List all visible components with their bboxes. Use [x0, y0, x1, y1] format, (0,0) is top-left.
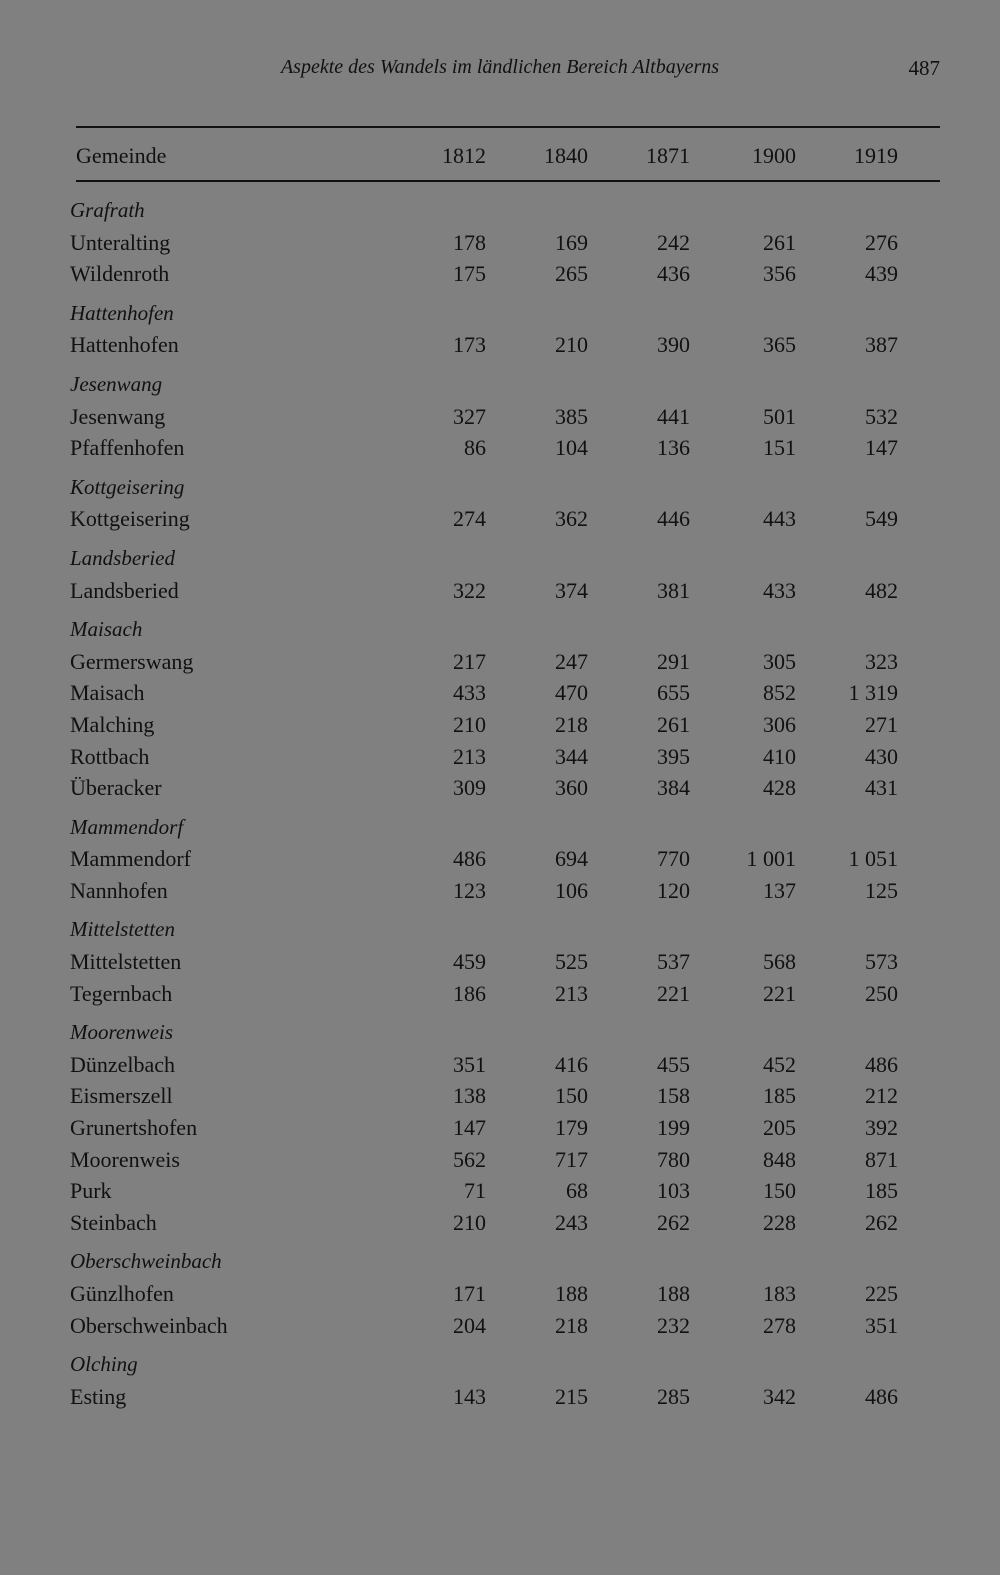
population-cell-1812: 433 [453, 680, 486, 706]
population-cell-1812: 210 [453, 711, 486, 737]
population-cell-1871: 262 [657, 1209, 690, 1235]
population-cell-1812: 327 [453, 403, 486, 429]
population-cell-1840: 179 [555, 1115, 588, 1141]
population-cell-1840: 694 [555, 846, 588, 872]
population-cell-1812: 351 [453, 1051, 486, 1077]
population-cell-1900: 428 [763, 775, 796, 801]
place-name: Maisach [70, 680, 145, 706]
table-header [76, 141, 940, 171]
place-name: Malching [70, 711, 155, 737]
table-row [0, 876, 1000, 908]
population-cell-1900: 342 [763, 1383, 796, 1409]
group-title: Moorenweis [70, 1020, 174, 1045]
place-name: Rottbach [70, 743, 150, 769]
population-cell-1812: 186 [453, 980, 486, 1006]
place-name: Überacker [70, 775, 162, 801]
group-title-row [0, 299, 1000, 331]
municipality-group [0, 915, 1000, 1010]
population-cell-1840: 150 [555, 1083, 588, 1109]
population-cell-1840: 215 [555, 1383, 588, 1409]
population-cell-1871: 232 [657, 1312, 690, 1338]
place-name: Oberschweinbach [70, 1312, 228, 1338]
population-cell-1871: 285 [657, 1383, 690, 1409]
population-cell-1900: 261 [763, 229, 796, 255]
group-title-row [0, 370, 1000, 402]
population-cell-1919: 225 [865, 1281, 898, 1306]
population-cell-1919: 439 [865, 261, 898, 287]
place-name: Landsberied [70, 577, 179, 603]
population-cell-1919: 486 [865, 1051, 898, 1077]
table-row [0, 228, 1000, 260]
population-cell-1919: 392 [865, 1115, 898, 1141]
municipality-group [0, 544, 1000, 607]
population-cell-1871: 261 [657, 711, 690, 737]
population-cell-1840: 104 [555, 435, 588, 461]
population-cell-1900: 433 [763, 577, 796, 603]
table-row [0, 710, 1000, 742]
population-cell-1919: 262 [865, 1209, 898, 1235]
municipality-group [0, 196, 1000, 291]
group-title: Hattenhofen [70, 300, 174, 325]
population-cell-1900: 365 [763, 332, 796, 358]
place-name: Tegernbach [70, 980, 173, 1006]
population-cell-1840: 169 [555, 229, 588, 255]
population-cell-1919: 431 [865, 775, 898, 801]
population-cell-1840: 362 [555, 506, 588, 532]
table-row [0, 1311, 1000, 1343]
population-cell-1812: 138 [453, 1083, 486, 1109]
table-row [0, 647, 1000, 679]
group-title-row [0, 1350, 1000, 1382]
page-number: 487 [908, 56, 940, 80]
population-cell-1900: 852 [763, 680, 796, 706]
population-cell-1840: 213 [555, 980, 588, 1006]
population-cell-1812: 309 [453, 775, 486, 801]
group-title: Kottgeisering [70, 474, 185, 499]
population-cell-1840: 210 [555, 332, 588, 358]
population-cell-1871: 158 [657, 1083, 690, 1109]
population-cell-1871: 199 [657, 1115, 690, 1141]
population-cell-1900: 452 [763, 1051, 796, 1077]
municipality-group [0, 615, 1000, 805]
population-cell-1919: 323 [865, 648, 898, 674]
place-name: Purk [70, 1178, 112, 1204]
population-cell-1871: 384 [657, 775, 690, 801]
population-cell-1919: 250 [865, 980, 898, 1006]
group-title-row [0, 915, 1000, 947]
population-cell-1900: 228 [763, 1209, 796, 1235]
population-cell-1919: 532 [865, 403, 898, 429]
group-title-row [0, 473, 1000, 505]
population-cell-1812: 143 [453, 1383, 486, 1409]
place-name: Grunertshofen [70, 1115, 198, 1141]
population-cell-1840: 243 [555, 1209, 588, 1235]
group-title: Grafrath [70, 198, 145, 222]
population-cell-1840: 68 [566, 1178, 588, 1204]
population-cell-1871: 120 [657, 877, 690, 903]
column-header-1812: 1812 [442, 143, 486, 168]
population-cell-1812: 322 [453, 577, 486, 603]
population-cell-1900: 848 [763, 1146, 796, 1172]
table-row [0, 979, 1000, 1011]
population-cell-1840: 385 [555, 403, 588, 429]
population-cell-1812: 213 [453, 743, 486, 769]
population-cell-1900: 306 [763, 711, 796, 737]
group-title: Landsberied [70, 545, 175, 570]
population-cell-1812: 147 [453, 1115, 486, 1141]
population-cell-1900: 410 [763, 743, 796, 769]
population-cell-1840: 106 [555, 877, 588, 903]
population-cell-1919: 482 [865, 577, 898, 603]
population-cell-1919: 212 [865, 1083, 898, 1109]
population-cell-1919: 185 [865, 1178, 898, 1204]
population-cell-1900: 356 [763, 261, 796, 287]
running-title: Aspekte des Wandels im ländlichen Bereich Altbayerns [280, 56, 720, 78]
population-cell-1840: 374 [555, 577, 588, 603]
place-name: Steinbach [70, 1209, 157, 1235]
municipality-group [0, 813, 1000, 908]
population-cell-1871: 780 [657, 1146, 690, 1172]
column-header-1840: 1840 [544, 143, 588, 168]
population-cell-1900: 183 [763, 1281, 796, 1306]
population-cell-1840: 344 [555, 743, 588, 769]
table-row [0, 1176, 1000, 1208]
table-row [0, 947, 1000, 979]
place-name: Kottgeisering [70, 506, 190, 532]
population-cell-1812: 217 [453, 648, 486, 674]
table-header-rule [76, 180, 940, 182]
place-name: Mittelstetten [70, 949, 182, 975]
population-cell-1871: 390 [657, 332, 690, 358]
population-cell-1900: 1 001 [746, 846, 796, 872]
group-title-row [0, 813, 1000, 845]
population-cell-1840: 218 [555, 711, 588, 737]
place-name: Günzlhofen [70, 1281, 174, 1306]
group-title-row [0, 615, 1000, 647]
population-cell-1812: 175 [453, 261, 486, 287]
place-name: Hattenhofen [70, 332, 179, 358]
population-cell-1900: 150 [763, 1178, 796, 1204]
place-name: Dünzelbach [70, 1051, 176, 1077]
population-cell-1871: 291 [657, 648, 690, 674]
population-cell-1812: 171 [453, 1281, 486, 1306]
population-cell-1871: 446 [657, 506, 690, 532]
table-row [0, 844, 1000, 876]
population-cell-1871: 455 [657, 1051, 690, 1077]
table-row [0, 1208, 1000, 1240]
population-cell-1840: 265 [555, 261, 588, 287]
group-title: Olching [70, 1352, 138, 1377]
municipality-group [0, 370, 1000, 465]
population-cell-1919: 351 [865, 1312, 898, 1338]
group-title-row [0, 1018, 1000, 1050]
table-row [0, 742, 1000, 774]
population-cell-1812: 274 [453, 506, 486, 532]
population-cell-1812: 173 [453, 332, 486, 358]
table-row [0, 678, 1000, 710]
column-header-1871: 1871 [646, 143, 690, 168]
table-top-rule [76, 126, 940, 128]
population-cell-1871: 441 [657, 403, 690, 429]
place-name: Jesenwang [70, 403, 166, 429]
population-cell-1840: 188 [555, 1281, 588, 1306]
place-name: Unteralting [70, 229, 171, 255]
group-title-row [0, 196, 1000, 228]
population-cell-1919: 125 [865, 877, 898, 903]
group-title: Jesenwang [70, 371, 163, 396]
population-cell-1840: 525 [555, 949, 588, 975]
population-cell-1919: 871 [865, 1146, 898, 1172]
population-cell-1840: 360 [555, 775, 588, 801]
population-cell-1871: 188 [657, 1281, 690, 1306]
population-cell-1871: 395 [657, 743, 690, 769]
group-title-row [0, 1247, 1000, 1279]
population-cell-1812: 71 [464, 1178, 486, 1204]
table-body [0, 196, 1000, 1421]
table-row [0, 402, 1000, 434]
population-cell-1871: 242 [657, 229, 690, 255]
population-cell-1812: 486 [453, 846, 486, 872]
population-cell-1900: 137 [763, 877, 796, 903]
table-row [0, 773, 1000, 805]
population-cell-1900: 205 [763, 1115, 796, 1141]
column-header-1919: 1919 [854, 143, 898, 168]
population-cell-1871: 655 [657, 680, 690, 706]
table-row [0, 330, 1000, 362]
group-title: Mittelstetten [70, 917, 175, 942]
population-cell-1812: 459 [453, 949, 486, 975]
table-row [0, 433, 1000, 465]
table-row [0, 1081, 1000, 1113]
place-name: Eismerszell [70, 1083, 173, 1109]
table-row [0, 504, 1000, 536]
place-name: Wildenroth [70, 261, 170, 287]
group-title: Mammendorf [70, 814, 184, 839]
municipality-group [0, 473, 1000, 536]
table-row [0, 1382, 1000, 1414]
population-cell-1812: 562 [453, 1146, 486, 1172]
population-cell-1919: 271 [865, 711, 898, 737]
population-cell-1840: 470 [555, 680, 588, 706]
group-title: Oberschweinbach [70, 1249, 222, 1274]
population-cell-1812: 178 [453, 229, 486, 255]
population-cell-1919: 276 [865, 229, 898, 255]
group-title-row [0, 544, 1000, 576]
population-cell-1900: 221 [763, 980, 796, 1006]
population-cell-1919: 387 [865, 332, 898, 358]
population-cell-1919: 549 [865, 506, 898, 532]
column-header-1900: 1900 [752, 143, 796, 168]
population-cell-1840: 416 [555, 1051, 588, 1077]
population-cell-1840: 218 [555, 1312, 588, 1338]
place-name: Mammendorf [70, 846, 191, 872]
population-cell-1812: 123 [453, 877, 486, 903]
population-cell-1900: 443 [763, 506, 796, 532]
municipality-group [0, 1350, 1000, 1413]
place-name: Nannhofen [70, 877, 168, 903]
table-row [0, 1145, 1000, 1177]
table-row [0, 259, 1000, 291]
table-row [0, 1279, 1000, 1311]
municipality-group [0, 299, 1000, 362]
place-name: Pfaffenhofen [70, 435, 185, 461]
population-cell-1900: 568 [763, 949, 796, 975]
population-cell-1871: 136 [657, 435, 690, 461]
population-cell-1871: 221 [657, 980, 690, 1006]
population-cell-1919: 573 [865, 949, 898, 975]
population-cell-1840: 717 [555, 1146, 588, 1172]
column-header-gemeinde: Gemeinde [76, 143, 167, 168]
table-row [0, 1050, 1000, 1082]
population-cell-1900: 278 [763, 1312, 796, 1338]
population-cell-1919: 486 [865, 1383, 898, 1409]
group-title: Maisach [70, 617, 143, 642]
municipality-group [0, 1018, 1000, 1239]
population-cell-1871: 537 [657, 949, 690, 975]
population-cell-1840: 247 [555, 648, 588, 674]
population-cell-1812: 86 [464, 435, 486, 461]
place-name: Moorenweis [70, 1146, 180, 1172]
population-cell-1871: 381 [657, 577, 690, 603]
table-row [0, 1113, 1000, 1145]
population-cell-1812: 210 [453, 1209, 486, 1235]
population-cell-1900: 185 [763, 1083, 796, 1109]
municipality-group [0, 1247, 1000, 1342]
population-cell-1919: 1 319 [848, 680, 898, 706]
population-cell-1900: 501 [763, 403, 796, 429]
population-cell-1871: 103 [657, 1178, 690, 1204]
population-cell-1871: 770 [657, 846, 690, 872]
population-cell-1919: 147 [865, 435, 898, 461]
population-cell-1919: 430 [865, 743, 898, 769]
table-row [0, 576, 1000, 608]
population-cell-1812: 204 [453, 1312, 486, 1338]
population-cell-1871: 436 [657, 261, 690, 287]
place-name: Esting [70, 1383, 127, 1409]
population-cell-1900: 305 [763, 648, 796, 674]
population-cell-1919: 1 051 [848, 846, 898, 872]
population-cell-1900: 151 [763, 435, 796, 461]
place-name: Germerswang [70, 648, 194, 674]
